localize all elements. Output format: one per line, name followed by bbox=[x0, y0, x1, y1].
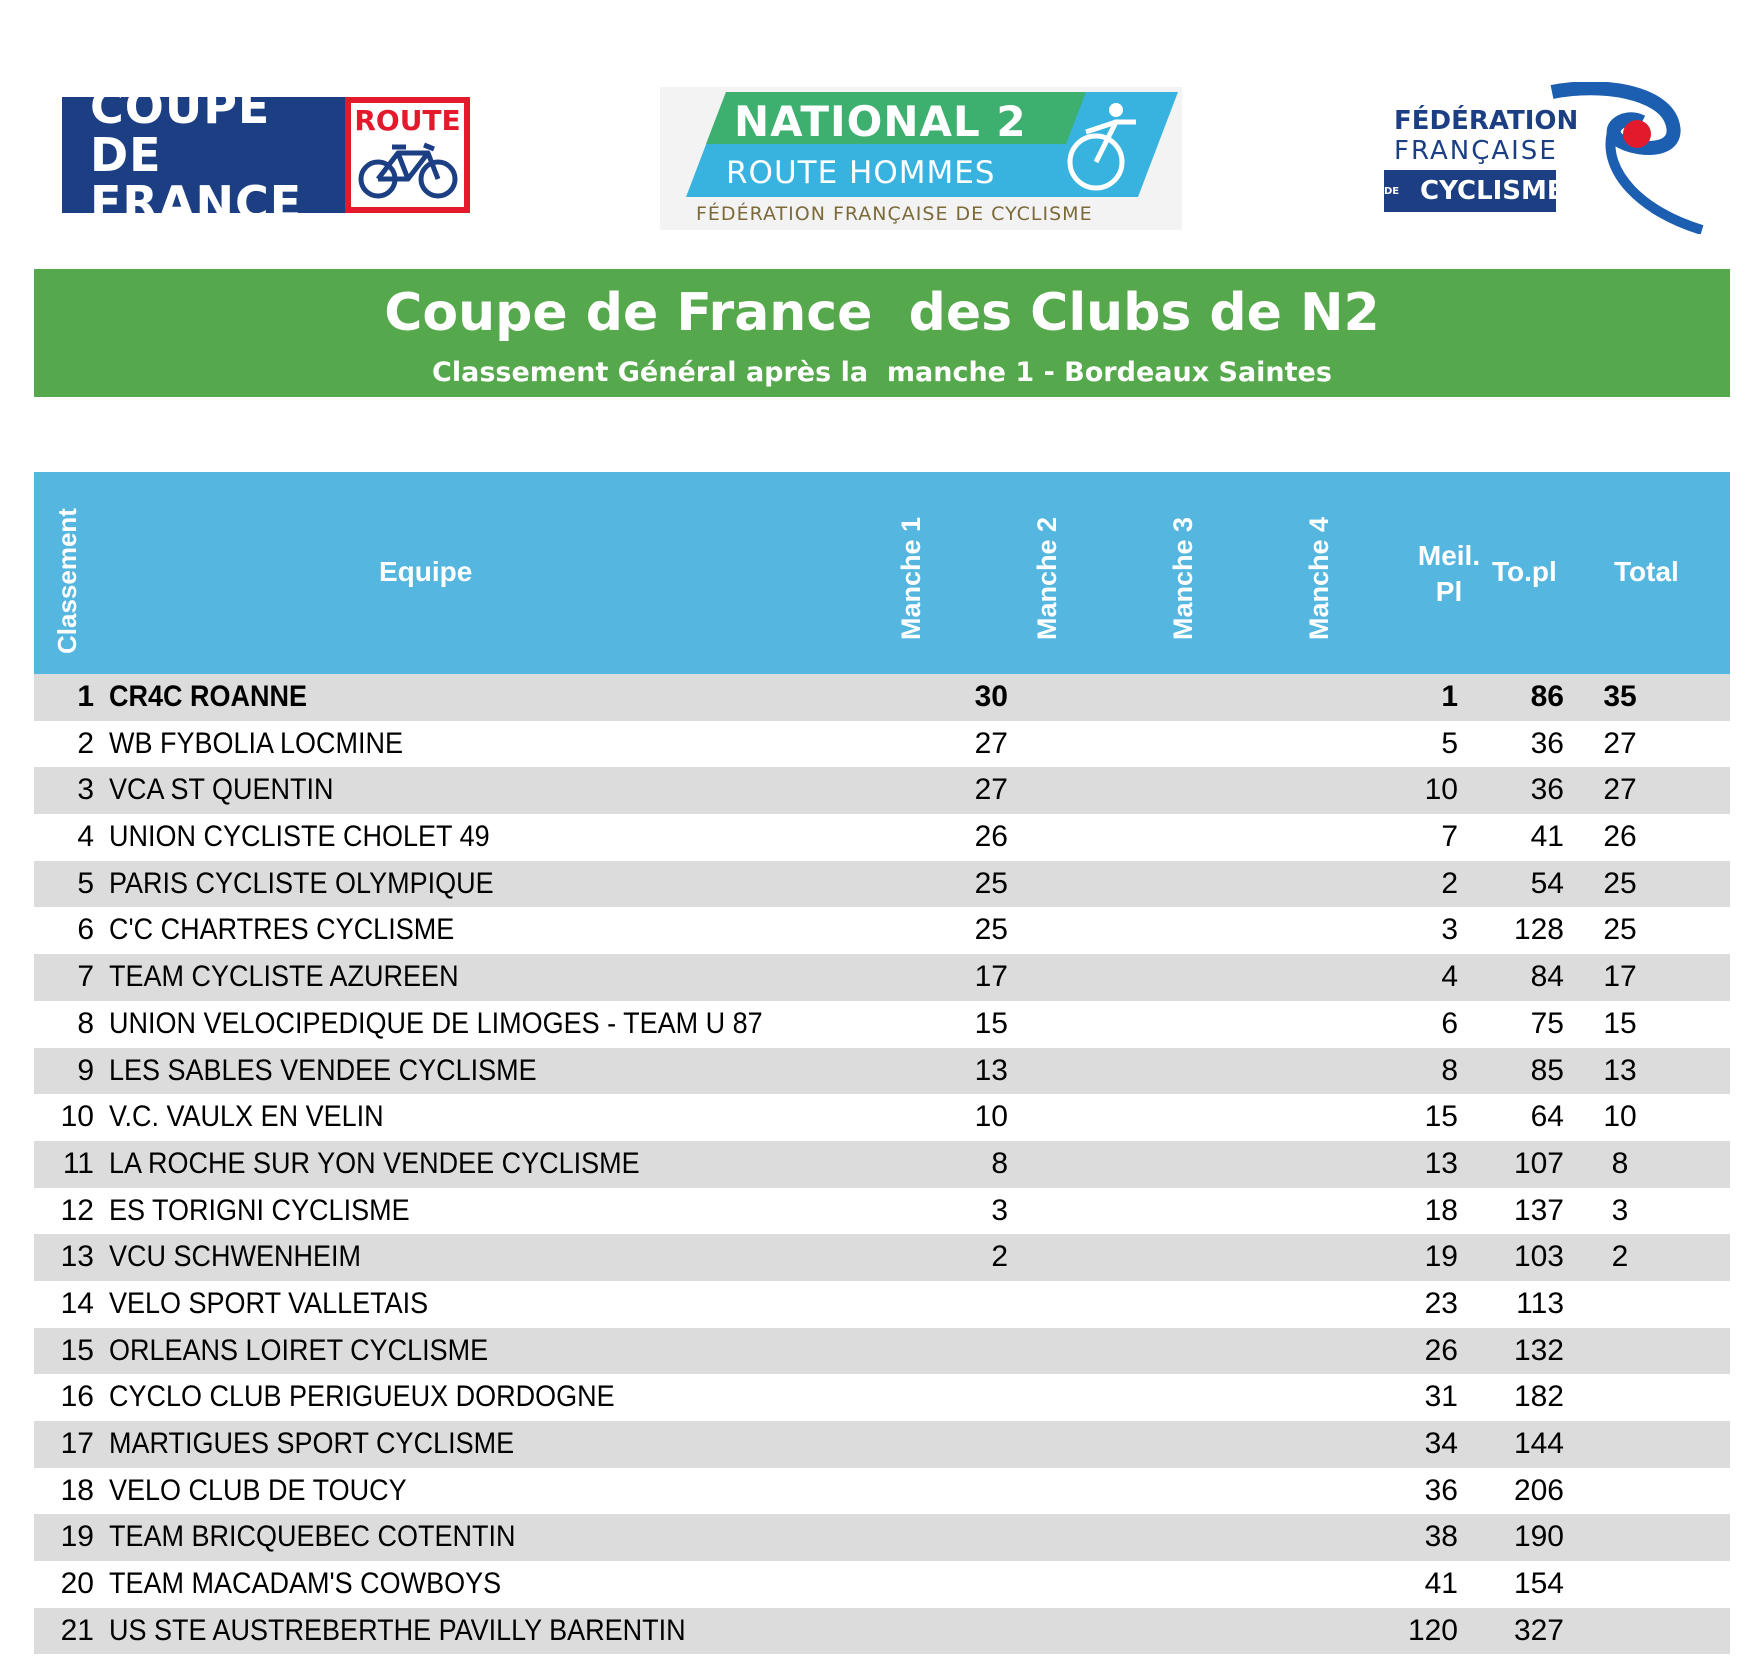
header-manche-4: Manche 4 bbox=[1304, 516, 1334, 640]
cell-topl: 36 bbox=[1530, 773, 1564, 807]
table-row bbox=[34, 674, 1730, 721]
cell-topl: 132 bbox=[1513, 1333, 1564, 1367]
cell-meil-pl: 41 bbox=[1424, 1567, 1458, 1601]
cell-meil-pl: 34 bbox=[1424, 1427, 1458, 1460]
cell-topl: 54 bbox=[1530, 866, 1564, 900]
cell-team: TEAM MACADAM'S COWBOYS bbox=[109, 1567, 502, 1601]
cell-meil-pl: 13 bbox=[1424, 1146, 1458, 1180]
cell-rank: 1 bbox=[77, 680, 94, 713]
national-2-logo bbox=[660, 87, 1182, 230]
cell-team: TEAM CYCLISTE AZUREEN bbox=[109, 960, 459, 994]
cell-meil-pl: 7 bbox=[1441, 820, 1458, 854]
route-badge bbox=[345, 97, 470, 213]
title-banner bbox=[34, 269, 1730, 397]
cell-rank: 8 bbox=[77, 1006, 94, 1040]
cell-total: 2 bbox=[1611, 1240, 1629, 1274]
header-manche-2: Manche 2 bbox=[1032, 516, 1062, 640]
cell-team: VCU SCHWENHEIM bbox=[109, 1240, 362, 1274]
cell-team: UNION VELOCIPEDIQUE DE LIMOGES - TEAM U 87 bbox=[109, 1006, 763, 1040]
cell-rank: 11 bbox=[62, 1146, 94, 1180]
cell-rank: 21 bbox=[60, 1613, 94, 1647]
page-subtitle: Classement Général après la manche 1 - Bordeaux Saintes bbox=[432, 357, 1332, 388]
cell-total: 26 bbox=[1603, 820, 1637, 854]
cell-topl: 86 bbox=[1530, 680, 1564, 713]
table-row bbox=[34, 814, 1730, 861]
table-row bbox=[34, 1188, 1730, 1235]
cell-rank: 3 bbox=[77, 773, 94, 807]
cell-topl: 84 bbox=[1530, 960, 1564, 994]
cell-team: MARTIGUES SPORT CYCLISME bbox=[109, 1427, 515, 1460]
header-topl: To.pl bbox=[1492, 556, 1557, 587]
cell-rank: 13 bbox=[60, 1240, 94, 1274]
national-2-subtitle: ROUTE HOMMES bbox=[726, 155, 996, 191]
table-row bbox=[34, 1281, 1730, 1328]
cell-team: US STE AUSTREBERTHE PAVILLY BARENTIN bbox=[109, 1613, 686, 1647]
header-meil: Meil. bbox=[1417, 540, 1481, 571]
table-row bbox=[34, 1608, 1730, 1655]
table-row bbox=[34, 1328, 1730, 1375]
cell-team: ES TORIGNI CYCLISME bbox=[109, 1193, 410, 1227]
cell-team: LA ROCHE SUR YON VENDEE CYCLISME bbox=[109, 1146, 640, 1180]
header-equipe: Equipe bbox=[379, 556, 473, 587]
cell-manche-1: 15 bbox=[974, 1006, 1008, 1040]
cell-meil-pl: 18 bbox=[1424, 1193, 1458, 1227]
cell-total: 27 bbox=[1603, 773, 1637, 807]
cell-topl: 41 bbox=[1530, 820, 1564, 854]
table-row bbox=[34, 1421, 1730, 1468]
cell-topl: 113 bbox=[1516, 1286, 1564, 1320]
table-row bbox=[34, 1561, 1730, 1608]
ffc-line3: CYCLISME bbox=[1420, 176, 1565, 206]
cell-manche-1: 3 bbox=[991, 1193, 1008, 1227]
header-meil-pl bbox=[1394, 538, 1504, 610]
cell-meil-pl: 36 bbox=[1424, 1473, 1458, 1507]
cell-total: 25 bbox=[1603, 866, 1637, 900]
cell-meil-pl: 38 bbox=[1424, 1520, 1458, 1554]
header-manche-3: Manche 3 bbox=[1168, 516, 1198, 640]
table-row bbox=[34, 767, 1730, 814]
table-row bbox=[34, 1141, 1730, 1188]
cell-topl: 85 bbox=[1530, 1053, 1564, 1087]
cell-meil-pl: 26 bbox=[1424, 1333, 1458, 1367]
cell-total: 8 bbox=[1611, 1146, 1629, 1180]
cell-team: CR4C ROANNE bbox=[109, 680, 308, 713]
cell-rank: 2 bbox=[77, 726, 94, 760]
cell-total: 25 bbox=[1603, 913, 1637, 947]
header-pl: Pl bbox=[1435, 576, 1463, 607]
cell-manche-1: 10 bbox=[974, 1100, 1008, 1134]
cell-manche-1: 13 bbox=[974, 1053, 1008, 1087]
route-badge-label: ROUTE bbox=[354, 104, 461, 137]
cell-meil-pl: 5 bbox=[1441, 726, 1458, 760]
national-2-federation: FÉDÉRATION FRANÇAISE DE CYCLISME bbox=[696, 203, 1093, 225]
cell-manche-1: 26 bbox=[974, 820, 1008, 854]
coupe-de-france-wordmark bbox=[62, 80, 345, 230]
cell-topl: 206 bbox=[1513, 1473, 1564, 1507]
cell-rank: 16 bbox=[60, 1380, 94, 1414]
cell-meil-pl: 4 bbox=[1441, 960, 1458, 994]
table-row bbox=[34, 721, 1730, 768]
cell-manche-1: 27 bbox=[974, 773, 1008, 807]
cell-team: ORLEANS LOIRET CYCLISME bbox=[109, 1333, 489, 1367]
header-manche-1: Manche 1 bbox=[896, 516, 926, 640]
cell-team: C'C CHARTRES CYCLISME bbox=[109, 913, 455, 947]
cell-topl: 128 bbox=[1513, 913, 1564, 947]
bicycle-icon bbox=[356, 139, 460, 201]
standings-table bbox=[34, 674, 1730, 1654]
cell-total: 13 bbox=[1603, 1053, 1637, 1087]
header-total: Total bbox=[1614, 556, 1679, 587]
cell-topl: 182 bbox=[1513, 1380, 1564, 1414]
ffc-de: DE bbox=[1384, 186, 1400, 197]
cell-rank: 4 bbox=[77, 820, 94, 854]
table-header bbox=[34, 472, 1730, 674]
cell-total: 3 bbox=[1611, 1193, 1629, 1227]
cell-team: VCA ST QUENTIN bbox=[109, 773, 334, 807]
table-row bbox=[34, 1001, 1730, 1048]
table-row bbox=[34, 1468, 1730, 1515]
cell-meil-pl: 120 bbox=[1407, 1613, 1458, 1647]
national-2-title: NATIONAL 2 bbox=[734, 97, 1027, 146]
cell-team: VELO SPORT VALLETAIS bbox=[109, 1286, 429, 1320]
cell-meil-pl: 15 bbox=[1424, 1100, 1458, 1134]
ffc-logo bbox=[1372, 82, 1712, 234]
cell-meil-pl: 19 bbox=[1424, 1240, 1458, 1274]
cell-rank: 14 bbox=[60, 1286, 94, 1320]
cell-manche-1: 25 bbox=[974, 913, 1008, 947]
cell-topl: 103 bbox=[1513, 1240, 1564, 1274]
cell-total: 17 bbox=[1603, 960, 1637, 994]
cell-rank: 5 bbox=[77, 866, 94, 900]
cell-team: VELO CLUB DE TOUCY bbox=[109, 1473, 407, 1507]
cell-meil-pl: 1 bbox=[1441, 680, 1458, 713]
cell-topl: 190 bbox=[1513, 1520, 1564, 1554]
cell-rank: 17 bbox=[60, 1427, 94, 1460]
table-row bbox=[34, 1374, 1730, 1421]
cell-topl: 327 bbox=[1513, 1613, 1564, 1647]
coupe-de-france-logo bbox=[62, 80, 470, 230]
cell-manche-1: 27 bbox=[974, 726, 1008, 760]
cell-rank: 19 bbox=[60, 1520, 94, 1554]
cell-rank: 18 bbox=[60, 1473, 94, 1507]
cell-team: V.C. VAULX EN VELIN bbox=[109, 1100, 384, 1134]
page-title: Coupe de France des Clubs de N2 bbox=[384, 283, 1380, 343]
cell-manche-1: 17 bbox=[974, 960, 1008, 994]
cdf-line1: COUPE DE bbox=[90, 80, 271, 182]
cell-total: 27 bbox=[1603, 726, 1637, 760]
cell-manche-1: 30 bbox=[974, 680, 1008, 713]
table-row bbox=[34, 1048, 1730, 1095]
cell-total: 10 bbox=[1603, 1100, 1637, 1134]
header-classement: Classement bbox=[52, 508, 82, 654]
cell-topl: 75 bbox=[1530, 1006, 1564, 1040]
cell-topl: 137 bbox=[1513, 1193, 1564, 1227]
cell-team: LES SABLES VENDEE CYCLISME bbox=[109, 1053, 537, 1087]
cell-topl: 144 bbox=[1513, 1427, 1564, 1460]
cell-total: 35 bbox=[1603, 680, 1637, 713]
cell-manche-1: 2 bbox=[991, 1240, 1008, 1274]
ffc-line2: FRANÇAISE bbox=[1394, 136, 1558, 166]
cell-meil-pl: 23 bbox=[1424, 1286, 1458, 1320]
cell-topl: 107 bbox=[1513, 1146, 1564, 1180]
cdf-line2: FRANCE bbox=[90, 176, 303, 230]
cell-team: WB FYBOLIA LOCMINE bbox=[109, 726, 404, 760]
ffc-cyclisme-bar bbox=[1384, 170, 1565, 212]
cell-total: 15 bbox=[1603, 1006, 1637, 1040]
table-row bbox=[34, 1234, 1730, 1281]
cell-rank: 7 bbox=[77, 960, 94, 994]
cell-team: CYCLO CLUB PERIGUEUX DORDOGNE bbox=[109, 1380, 615, 1414]
table-row bbox=[34, 861, 1730, 908]
table-row bbox=[34, 1514, 1730, 1561]
cell-meil-pl: 8 bbox=[1441, 1053, 1458, 1087]
cell-rank: 10 bbox=[60, 1100, 94, 1134]
cell-meil-pl: 6 bbox=[1441, 1006, 1458, 1040]
cell-meil-pl: 3 bbox=[1441, 913, 1458, 947]
cell-meil-pl: 2 bbox=[1441, 866, 1458, 900]
cell-rank: 9 bbox=[77, 1053, 94, 1087]
ffc-line1: FÉDÉRATION bbox=[1394, 106, 1579, 136]
cell-team: UNION CYCLISTE CHOLET 49 bbox=[109, 820, 490, 854]
cell-topl: 36 bbox=[1530, 726, 1564, 760]
cell-topl: 64 bbox=[1530, 1100, 1564, 1134]
cell-manche-1: 25 bbox=[974, 866, 1008, 900]
cell-manche-1: 8 bbox=[991, 1146, 1008, 1180]
cell-topl: 154 bbox=[1513, 1567, 1564, 1601]
cell-meil-pl: 10 bbox=[1424, 773, 1458, 807]
cell-team: PARIS CYCLISTE OLYMPIQUE bbox=[109, 866, 494, 900]
cell-meil-pl: 31 bbox=[1424, 1380, 1458, 1414]
table-row bbox=[34, 907, 1730, 954]
cell-rank: 12 bbox=[60, 1193, 94, 1227]
cell-rank: 20 bbox=[60, 1567, 94, 1601]
table-row bbox=[34, 954, 1730, 1001]
cell-team: TEAM BRICQUEBEC COTENTIN bbox=[109, 1520, 516, 1554]
cell-rank: 6 bbox=[77, 913, 94, 947]
table-row bbox=[34, 1094, 1730, 1141]
cell-rank: 15 bbox=[60, 1333, 94, 1367]
